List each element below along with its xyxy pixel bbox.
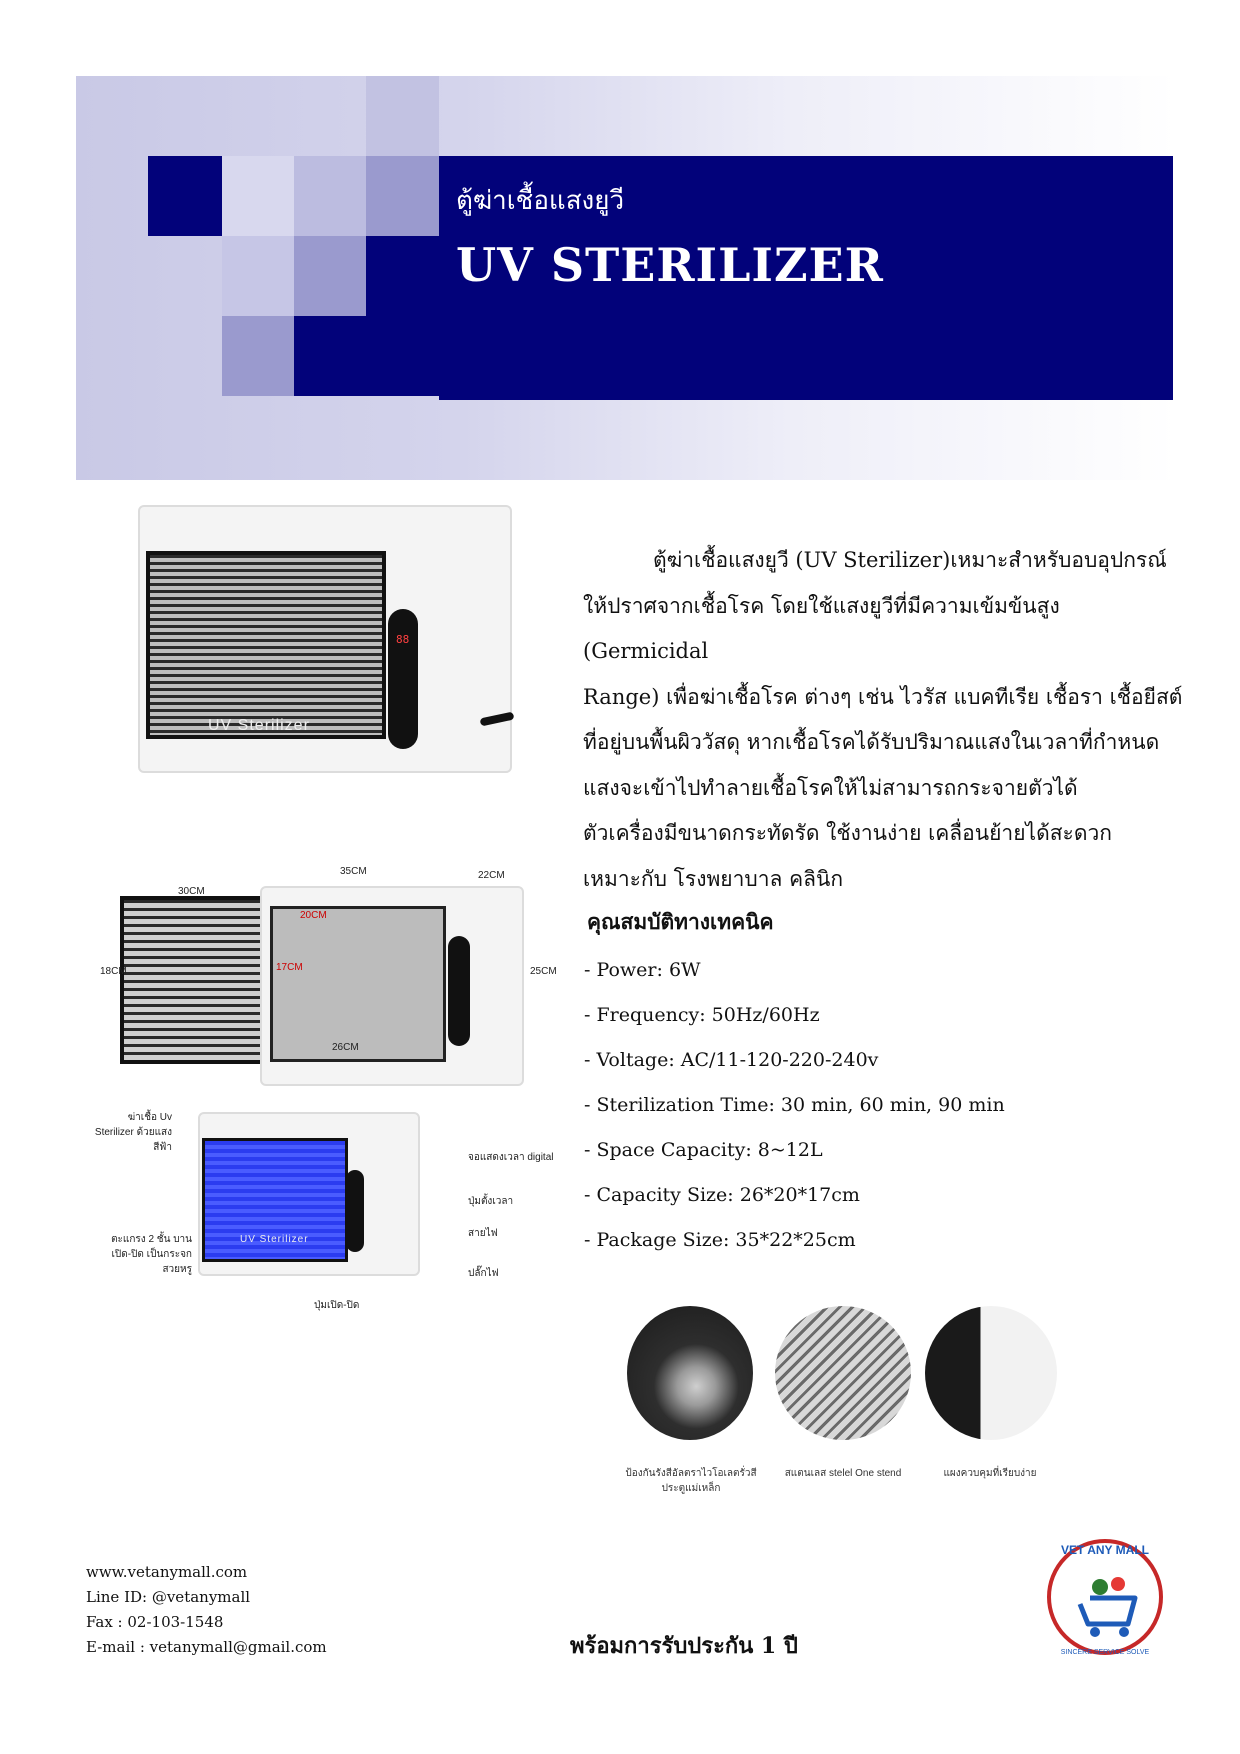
dim-depth: 22CM [478, 870, 505, 881]
spec-item: - Frequency: 50Hz/60Hz [584, 1004, 820, 1026]
header-square [222, 316, 294, 396]
annot-power: ปุ่มเปิด-ปิด [314, 1300, 360, 1311]
dim-inner-height: 17CM [276, 962, 303, 973]
header-square [366, 156, 439, 236]
caption-magnet: ป้องกันรังสีอัลตราไวโอเลตรั่วสี ประตูแม่เหล็ก [625, 1468, 757, 1494]
detail-circle-panel [925, 1306, 1057, 1440]
header-square [294, 236, 366, 316]
detail-circle-rack [775, 1306, 911, 1440]
header-square [366, 236, 439, 396]
header-square [294, 316, 366, 396]
spec-item: - Capacity Size: 26*20*17cm [584, 1184, 860, 1206]
annot-rack: ตะแกรง 2 ชั้น บานเปิด-ปิด เป็นกระจกสวยหรู [111, 1234, 192, 1275]
control-panel [448, 936, 470, 1046]
control-panel [388, 609, 418, 749]
warranty-text: พร้อมการรับประกัน 1 ปี [570, 1633, 798, 1659]
header-square [148, 156, 222, 236]
dim-inner-top: 20CM [300, 910, 327, 921]
header-square [366, 76, 439, 156]
specs-title: คุณสมบัติทางเทคนิค [587, 909, 774, 934]
annot-plug: ปลั๊กไฟ [468, 1268, 499, 1279]
description-line: แสงจะเข้าไปทำลายเชื้อโรคให้ไม่สามารถกระจายตัวได้ [583, 775, 1078, 800]
logo-badge-icon [1040, 1532, 1170, 1662]
website-link[interactable]: www.vetanymall.com [86, 1563, 248, 1581]
contact-info [86, 1560, 327, 1660]
spec-item: - Space Capacity: 8~12L [584, 1139, 823, 1161]
door-open [120, 896, 266, 1064]
header-square [294, 156, 366, 236]
description-line: ตัวเครื่องมีขนาดกระทัดรัด ใช้งานง่าย เคลื่อนย้ายได้สะดวก [583, 821, 1112, 845]
control-panel [346, 1170, 364, 1252]
dim-inner-width: 26CM [332, 1042, 359, 1053]
annot-cord: สายไฟ [468, 1228, 498, 1239]
cabinet-brand-label: UV Sterilizer [240, 1234, 309, 1245]
dim-door: 30CM [178, 886, 205, 897]
description-line: ตู้ฆ่าเชื้อแสงยูวี (UV Sterilizer)เหมาะสำหรับอบอุปกรณ์ [653, 548, 1167, 572]
logo-top-text: VET ANY MALL [1060, 1543, 1150, 1557]
description-line: เหมาะกับ โรงพยาบาล คลินิก [583, 866, 844, 891]
header-square [222, 156, 294, 236]
description-line: ให้ปราศจากเชื้อโรค โดยใช้แสงยูวีที่มีความเข้มข้นสูง (Germicidal [583, 593, 1060, 663]
dim-height-right: 25CM [530, 966, 557, 977]
fax-number: Fax : 02-103-1548 [86, 1613, 224, 1631]
annot-display: จอแสดงเวลา digital [468, 1152, 554, 1163]
vetanymall-logo [1040, 1532, 1170, 1662]
spec-item: - Package Size: 35*22*25cm [584, 1229, 856, 1251]
annot-timer: ปุ่มตั้งเวลา [468, 1196, 514, 1207]
caption-rack: สแตนเลส stelel One stend [784, 1468, 902, 1479]
line-id: Line ID: @vetanymall [86, 1588, 251, 1606]
annot-uv-blue: ฆ่าเชื้อ Uv Sterilizer ด้วยแสงสีฟ้า [94, 1112, 172, 1153]
cabinet-brand-label: UV Sterilizer [208, 717, 310, 734]
product-photo-annotated [90, 1110, 560, 1320]
cabinet-door-glass [146, 551, 386, 739]
product-photo-main [138, 505, 523, 777]
detail-circle-magnet [627, 1306, 753, 1440]
caption-panel: แผงควบคุมที่เรียบง่าย [943, 1468, 1037, 1479]
dim-height-left: 18CM [100, 966, 127, 977]
spec-item: - Sterilization Time: 30 min, 60 min, 90 min [584, 1094, 1005, 1116]
timer-display: 88 [396, 633, 410, 646]
product-photo-dimensions [100, 866, 557, 1102]
cabinet-interior [270, 906, 446, 1062]
specs-list [584, 948, 1005, 1263]
spec-item: - Voltage: AC/11-120-220-240v [584, 1049, 879, 1071]
description-line: Range) เพื่อฆ่าเชื้อโรค ต่างๆ เช่น ไวรัส แบคทีเรีย เชื้อรา เชื้อยีสต์ [583, 684, 1183, 709]
email-link[interactable]: E-mail : vetanymall@gmail.com [86, 1638, 327, 1656]
header-square [222, 236, 294, 316]
description-line: ที่อยู่บนพื้นผิววัสดุ หากเชื้อโรคได้รับปริมาณแสงในเวลาที่กำหนด [583, 730, 1160, 754]
logo-bottom-text: SINCERE SERVICE SOLVE [1060, 1649, 1150, 1656]
title-thai: ตู้ฆ่าเชื้อแสงยูวี [456, 186, 625, 216]
dim-width: 35CM [340, 866, 367, 877]
title-english: UV STERILIZER [456, 238, 884, 292]
product-description [583, 538, 1183, 902]
spec-item: - Power: 6W [584, 959, 701, 981]
